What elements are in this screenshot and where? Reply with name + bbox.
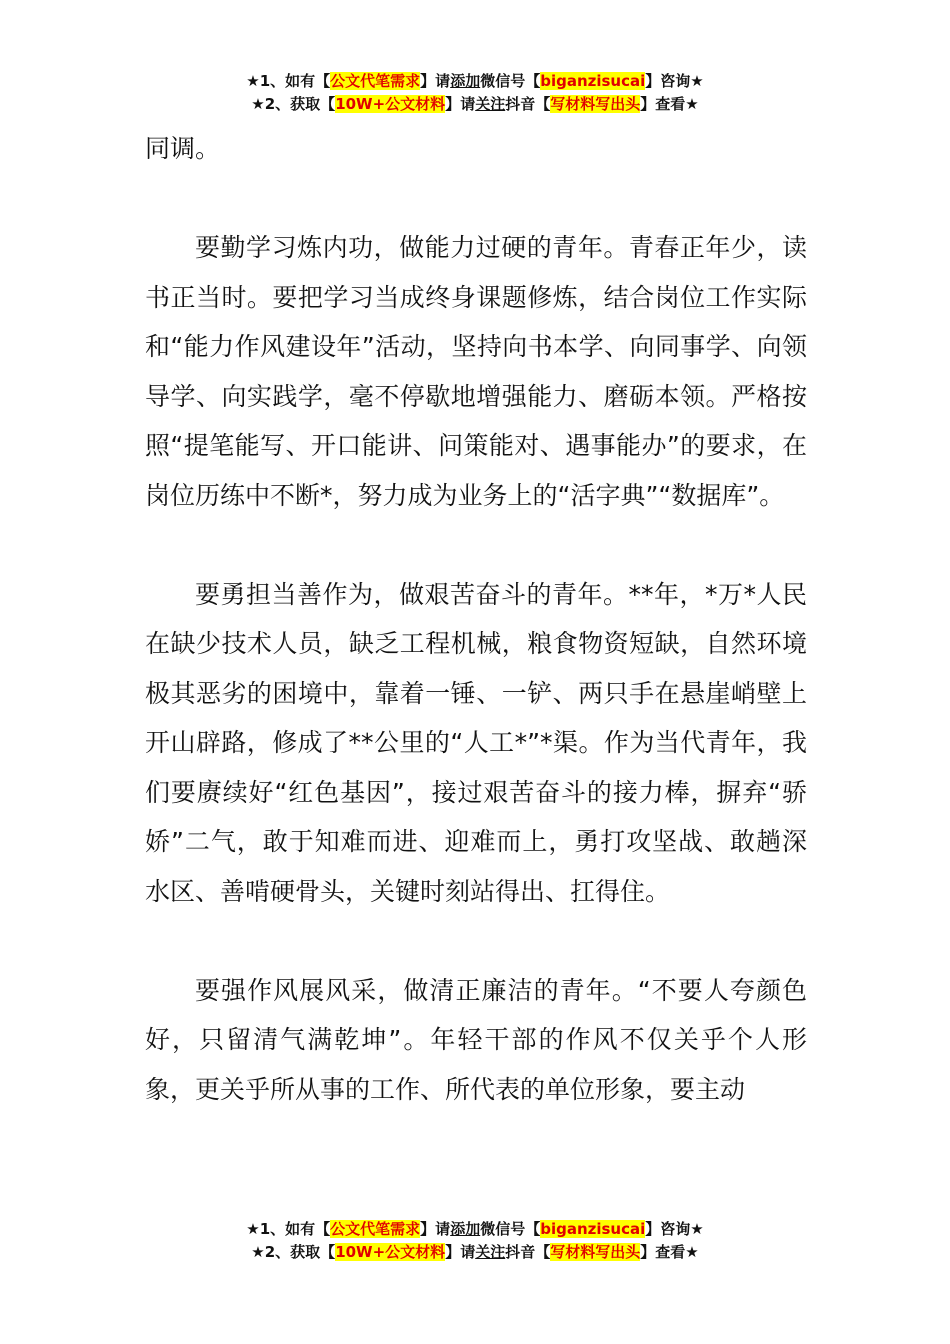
paragraph-gap: [145, 520, 807, 570]
promo-highlight: 写材料写出头: [550, 1243, 641, 1261]
promo-underline: 添加: [450, 1220, 481, 1238]
promo-line-1: [0, 1218, 950, 1241]
top-promo-banner: [0, 70, 950, 116]
promo-text: 】请: [420, 72, 451, 90]
promo-text: 】查看★: [640, 1243, 699, 1261]
promo-text: ★2、获取【: [251, 95, 336, 113]
bottom-promo-banner: [0, 1218, 950, 1264]
promo-text: 】请: [445, 1243, 476, 1261]
promo-text: 】请: [420, 1220, 451, 1238]
promo-text: 微信号【: [480, 72, 541, 90]
paragraph-gap: [145, 174, 807, 224]
promo-text: ★1、如有【: [246, 72, 331, 90]
promo-text: 】查看★: [640, 95, 699, 113]
promo-text: 】咨询★: [645, 1220, 704, 1238]
promo-text: 】请: [445, 95, 476, 113]
promo-highlight: 写材料写出头: [550, 95, 641, 113]
promo-text: ★2、获取【: [251, 1243, 336, 1261]
promo-underline: 关注: [475, 1243, 506, 1261]
paragraph-gap: [145, 916, 807, 966]
promo-underline: 添加: [450, 72, 481, 90]
promo-highlight: 公文代笔需求: [330, 1220, 421, 1238]
promo-text: ★1、如有【: [246, 1220, 331, 1238]
promo-line-2: [0, 93, 950, 116]
promo-text: 抖音【: [505, 1243, 551, 1261]
promo-text: 】咨询★: [645, 72, 704, 90]
promo-highlight: biganzisucai: [540, 1220, 646, 1238]
promo-highlight: 公文代笔需求: [330, 72, 421, 90]
promo-text: 微信号【: [480, 1220, 541, 1238]
promo-highlight: 10W+公文材料: [335, 1243, 446, 1261]
paragraph-study: 要勤学习炼内功，做能力过硬的青年。青春正年少，读书正当时。要把学习当成终身课题修炼，结合岗位工作实际和“能力作风建设年”活动，坚持向书本学、向同事学、向领导学、向实践学，毫不停歇地增强能力、磨砺本领。严格按照“提笔能写、开口能讲、问策能对、遇事能办”的要求，在岗位历练中不断*，努力成为业务上的“活字典”“数据库”。: [145, 233, 807, 510]
promo-text: 抖音【: [505, 95, 551, 113]
paragraph-integrity: 要强作风展风采，做清正廉洁的青年。“不要人夸颜色好，只留清气满乾坤”。年轻干部的作风不仅关乎个人形象，更关乎所从事的工作、所代表的单位形象，要主动: [145, 975, 807, 1104]
paragraph-hardwork: 要勇担当善作为，做艰苦奋斗的青年。**年，*万*人民在缺少技术人员，缺乏工程机械，粮食物资短缺，自然环境极其恶劣的困境中，靠着一锤、一铲、两只手在悬崖峭壁上开山辟路，修成了**公里的“人工*”*渠。作为当代青年，我们要赓续好“红色基因”，接过艰苦奋斗的接力棒，摒弃“骄娇”二气，敢于知难而进、迎难而上，勇打攻坚战、敢趟深水区、善啃硬骨头，关键时刻站得出、扛得住。: [145, 579, 807, 906]
paragraph-continuation: 同调。: [145, 134, 221, 163]
document-body: [145, 124, 807, 1114]
promo-highlight: biganzisucai: [540, 72, 646, 90]
promo-line-1: [0, 70, 950, 93]
promo-highlight: 10W+公文材料: [335, 95, 446, 113]
promo-underline: 关注: [475, 95, 506, 113]
promo-line-2: [0, 1241, 950, 1264]
